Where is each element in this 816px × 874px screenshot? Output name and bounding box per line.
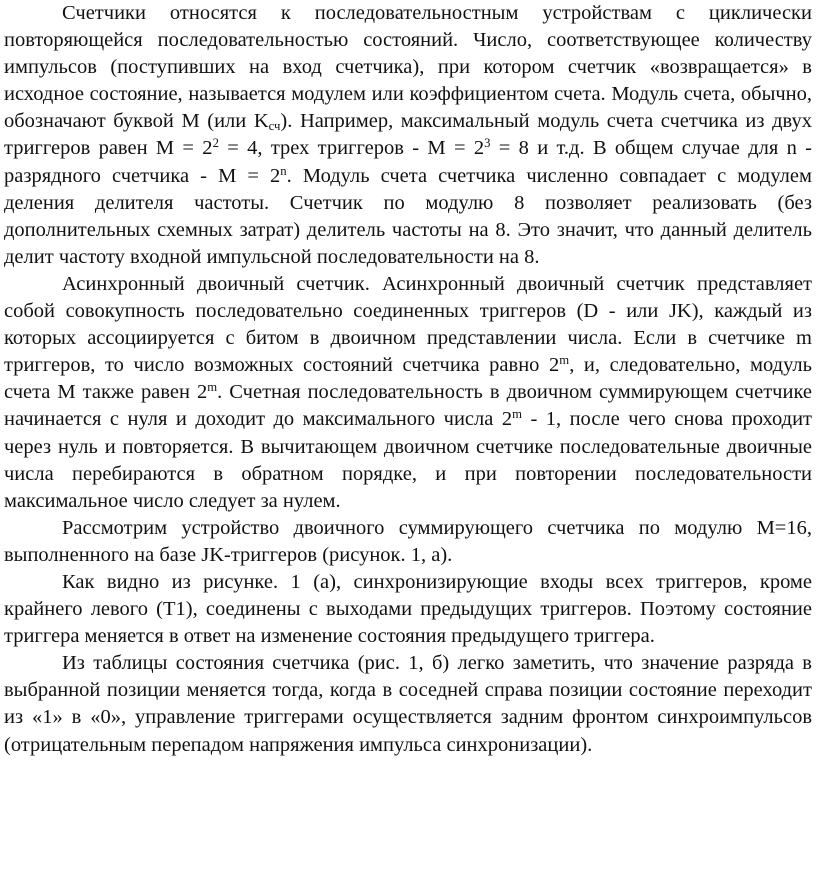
superscript-3: 3 — [484, 136, 491, 151]
text-run: Асинхронный двоичный счетчик. Асинхронный двоичный счетчик представляет собой совокупность последовательно соединенных триггеров (D - или JK), каждый из которых ассоциируется с битом в двоичном представлении числа. Если в счетчике m триггеров, то число возможных состояний счетчика равно 2 — [4, 272, 812, 377]
superscript-n: n — [280, 163, 287, 178]
superscript-m: m — [207, 380, 218, 395]
paragraph-async-binary-counter — [4, 271, 812, 515]
text-run: = 8 и т.д. В общем случае для n - разрядного счетчика - M = 2 — [4, 137, 813, 187]
paragraph-counters-definition — [4, 0, 812, 271]
paragraph-figure-1a-description: Как видно из рисунке. 1 (а), синхронизирующие входы всех триггеров, кроме крайнего левого (T1), соединены с выходами предыдущих триггеров. Поэтому состояние триггера меняется в ответ на изменение состояния предыдущего триггера. — [4, 570, 812, 648]
text-run: . Модуль счета счетчика численно совпадает с модулем деления делителя частоты. Счетчик по модулю 8 позволяет реализовать (без дополнительных схемных затрат) делитель частоты на 8. Это значит, что данный делитель делит частоту входной импульсной последовательности на 8. — [4, 164, 812, 268]
text-run: Счетчики относятся к последовательностным устройствам с циклически повторяющейся последовательностью состояний. Число, соответствующее количеству импульсов (поступивших на вход счетчика), при котором счетчик «возвращается» в исходное состояние, называется модулем или коэффициентом счета. Модуль счета, обычно, обозначают буквой M (или K — [4, 2, 812, 133]
superscript-2: 2 — [212, 136, 219, 151]
document-page — [4, 0, 812, 759]
text-run: = 4, трех триггеров - M = 2 — [218, 137, 485, 160]
text-run: . Счетная последовательность в двоичном суммирующем счетчике начинается с нуля и доходит до максимального числа 2 — [4, 381, 812, 431]
superscript-m: m — [559, 353, 570, 368]
text-run: ). Например, максимальный модуль счета счетчика из двух триггеров равен M = 2 — [4, 110, 812, 160]
text-run: , и, следовательно, модуль счета M также равен 2 — [4, 354, 813, 404]
paragraph-state-table-description: Из таблицы состояния счетчика (рис. 1, б) легко заметить, что значение разряда в выбранной позиции меняется тогда, когда в соседней справа позиции состояние переходит из «1» в «0», управление триггерами осуществляется задним фронтом синхроимпульсов (отрицательным перепадом напряжения импульса синхронизации). — [4, 652, 812, 756]
superscript-m: m — [512, 407, 522, 422]
subscript-sch: сч — [268, 118, 281, 133]
text-run: - 1, после чего снова проходит через нуль и повторяется. В вычитающем двоичном счетчике последовательные двоичные числа перебираются в обратном порядке, и при повторении последовательности максимальное число следует за нулем. — [4, 408, 812, 512]
paragraph-mod16-counter: Рассмотрим устройство двоичного суммирующего счетчика по модулю M=16, выполненного на базе JK-триггеров (рисунок. 1, а). — [4, 516, 812, 566]
